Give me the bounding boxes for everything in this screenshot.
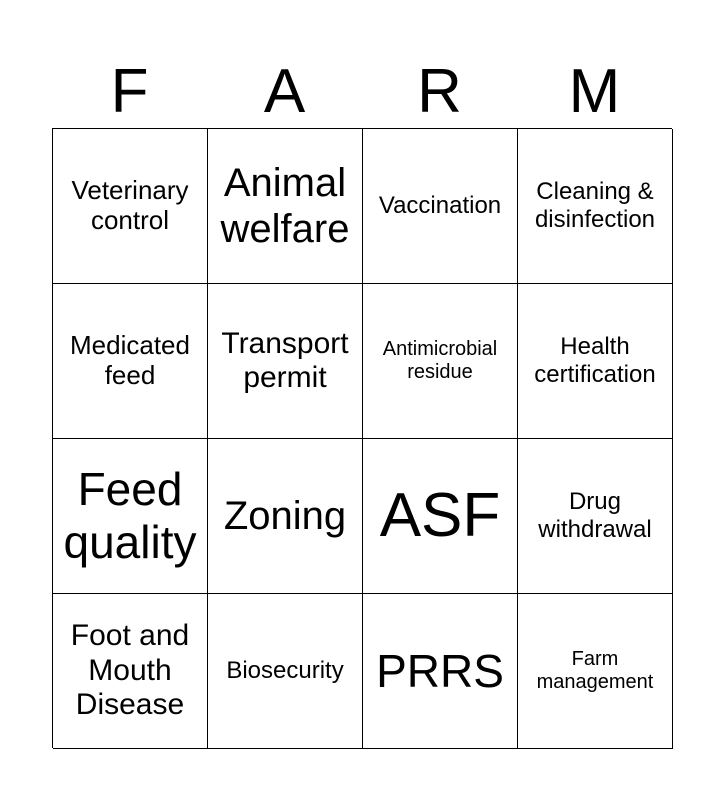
cell-text: Zoning [223,494,347,538]
bingo-cell[interactable] [518,129,673,284]
cell-text: ASF [379,481,501,551]
cell-text: Drug withdrawal [538,488,652,543]
bingo-cell[interactable] [53,439,208,594]
cell-text: Cleaning & disinfection [534,178,656,233]
cell-text: Antimicrobial residue [382,338,498,383]
cell-text: Transport permit [221,326,349,394]
bingo-cell[interactable] [208,129,363,284]
bingo-cell[interactable] [363,284,518,439]
bingo-cell[interactable] [518,594,673,749]
bingo-cell[interactable] [363,594,518,749]
header-letter-r: R [417,57,462,126]
bingo-cell[interactable] [53,129,208,284]
header-letter-a: A [263,57,306,126]
bingo-cell[interactable] [363,129,518,284]
bingo-cell[interactable] [518,439,673,594]
bingo-cell[interactable] [208,284,363,439]
cell-text: Medicated feed [70,330,190,390]
bingo-cell[interactable] [53,594,208,749]
cell-text: Health certification [534,333,656,388]
bingo-cell[interactable] [363,439,518,594]
bingo-header [52,52,672,128]
bingo-board [52,128,672,748]
cell-text: Feed quality [63,463,197,568]
header-letter-m: M [568,57,621,126]
cell-text: Veterinary control [71,175,189,235]
cell-text: Foot and Mouth Disease [70,619,190,722]
cell-text: Animal welfare [220,161,350,251]
header-letter-f: F [110,57,149,126]
cell-text: Biosecurity [226,657,344,685]
bingo-cell[interactable] [208,439,363,594]
bingo-cell[interactable] [208,594,363,749]
bingo-cell[interactable] [518,284,673,439]
bingo-cell[interactable] [53,284,208,439]
cell-text: Farm management [536,648,654,693]
cell-text: PRRS [376,644,504,697]
cell-text: Vaccination [378,192,502,220]
